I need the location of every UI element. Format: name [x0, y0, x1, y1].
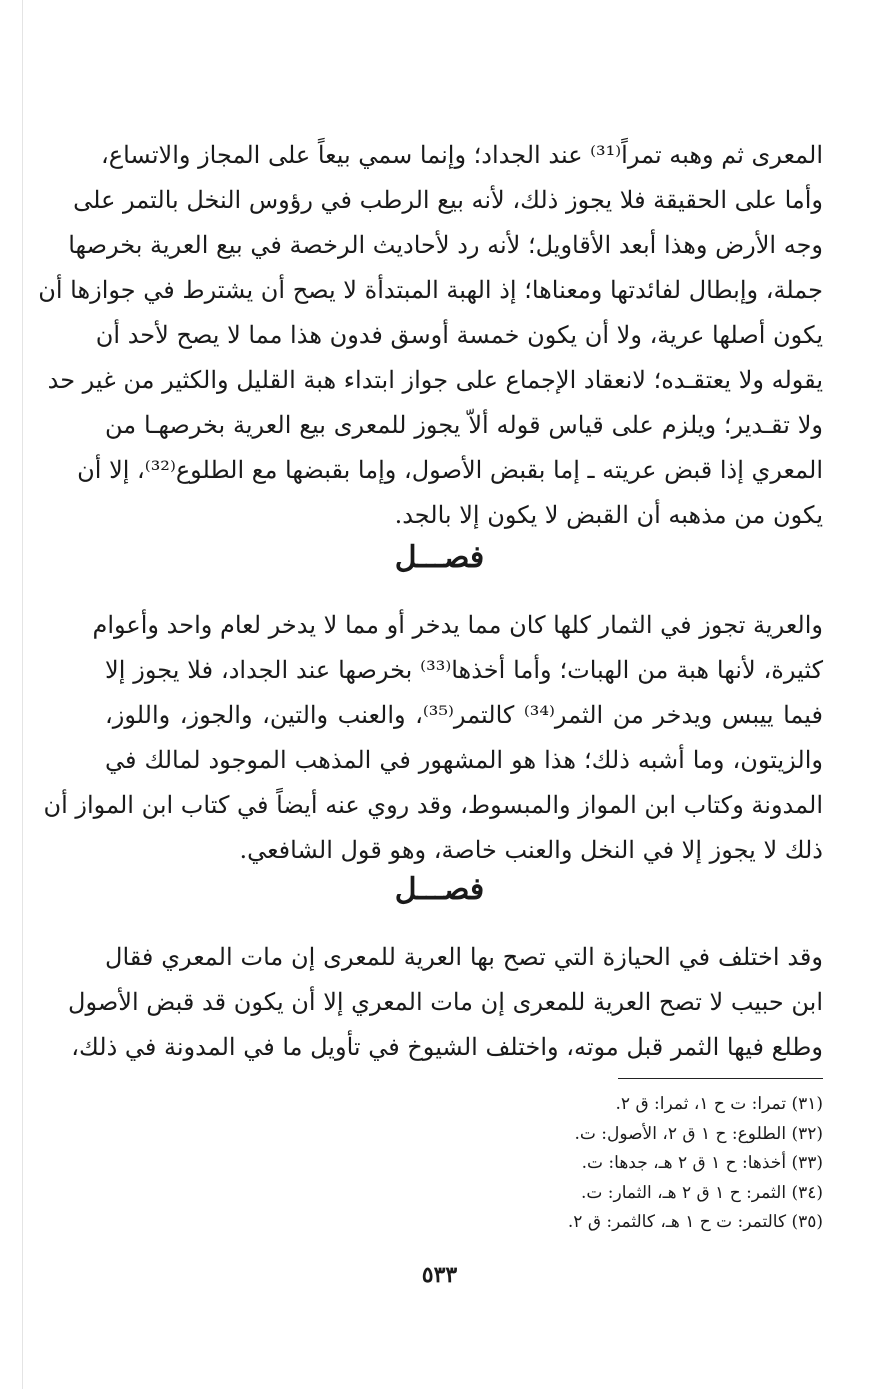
paragraph-1	[38, 133, 823, 538]
text-line: المدونة وكتاب ابن المواز والمبسوط، وقد روي عنه أيضاً في كتاب ابن المواز أن	[43, 791, 823, 819]
text-line: وقد اختلف في الحيازة التي تصح بها العرية للمعرى إن مات المعري فقال	[105, 943, 823, 971]
text-line: المعرى ثم وهبه تمراً⁽³¹⁾ عند الجداد؛ وإنما سمي بيعاً على المجاز والاتساع،	[101, 141, 823, 169]
footnote: (٣٤) الثمر: ح ١ ق ٢ هـ، الثمار: ت.	[580, 1182, 823, 1203]
footnote-separator	[618, 1078, 823, 1079]
text-line: المعري إذا قبض عريته ـ إما بقبض الأصول، وإما بقبضها مع الطلوع⁽³²⁾، إلا أن	[77, 456, 823, 484]
footnote: (٣٥) كالتمر: ت ح ١ هـ، كالثمر: ق ٢.	[567, 1212, 823, 1232]
text-line: والزيتون، وما أشبه ذلك؛ هذا هو المشهور في المذهب الموجود لمالك في	[105, 746, 823, 774]
text-line: يكون أصلها عرية، ولا أن يكون خمسة أوسق فدون هذا مما لا يصح لأحد أن	[95, 321, 823, 349]
page-edge-line	[22, 0, 23, 1389]
footnote: (٣٣) أخذها: ح ١ ق ٢ هـ، جدها: ت.	[581, 1153, 823, 1173]
page-number: ٥٣٣	[421, 1262, 458, 1288]
section-heading: فصـــل	[394, 540, 485, 575]
section-heading: فصـــل	[394, 872, 485, 907]
paragraph-3	[68, 935, 823, 1070]
text-line: فيما ييبس ويدخر من الثمر⁽³⁴⁾ كالتمر⁽³⁵⁾، والعنب والتين، والجوز، واللوز،	[105, 701, 824, 729]
text-line: جملة، وإبطال لفائدتها ومعناها؛ إذ الهبة المبتدأة لا يصح أن يشترط في جوازها أن	[38, 276, 823, 304]
text-line: وطلع فيها الثمر قبل موته، واختلف الشيوخ في تأويل ما في المدونة في ذلك،	[71, 1033, 823, 1061]
footnote: (٣٢) الطلوع: ح ١ ق ٢، الأصول: ت.	[574, 1123, 823, 1144]
text-line: ذلك لا يجوز إلا في النخل والعنب خاصة، وهو قول الشافعي.	[239, 836, 823, 864]
text-line: وأما على الحقيقة فلا يجوز ذلك، لأنه بيع الرطب في رؤوس النخل بالتمر على	[73, 186, 823, 214]
text-line: يكون من مذهبه أن القبض لا يكون إلا بالجد.	[394, 501, 823, 529]
paragraph-2	[43, 603, 824, 873]
text-line: ابن حبيب لا تصح العرية للمعرى إن مات المعري إلا أن يكون قد قبض الأصول	[68, 988, 823, 1016]
text-line: والعرية تجوز في الثمار كلها كان مما يدخر أو مما لا يدخر لعام واحد وأعوام	[92, 611, 823, 639]
footnotes	[105, 1090, 823, 1238]
text-line: وجه الأرض وهذا أبعد الأقاويل؛ لأنه رد لأحاديث الرخصة في بيع العرية بخرصها	[68, 231, 823, 259]
text-line: ولا تقـدير؛ ويلزم على قياس قوله ألاّ يجوز للمعرى بيع العرية بخرصهـا من	[105, 411, 823, 439]
footnote: (٣١) تمرا: ت ح ١، ثمرا: ق ٢.	[615, 1094, 823, 1114]
text-line: يقوله ولا يعتقـده؛ لانعقاد الإجماع على جواز ابتداء هبة القليل والكثير من غير حد	[47, 366, 823, 394]
text-line: كثيرة، لأنها هبة من الهبات؛ وأما أخذها⁽³³⁾ بخرصها عند الجداد، فلا يجوز إلا	[105, 656, 824, 684]
